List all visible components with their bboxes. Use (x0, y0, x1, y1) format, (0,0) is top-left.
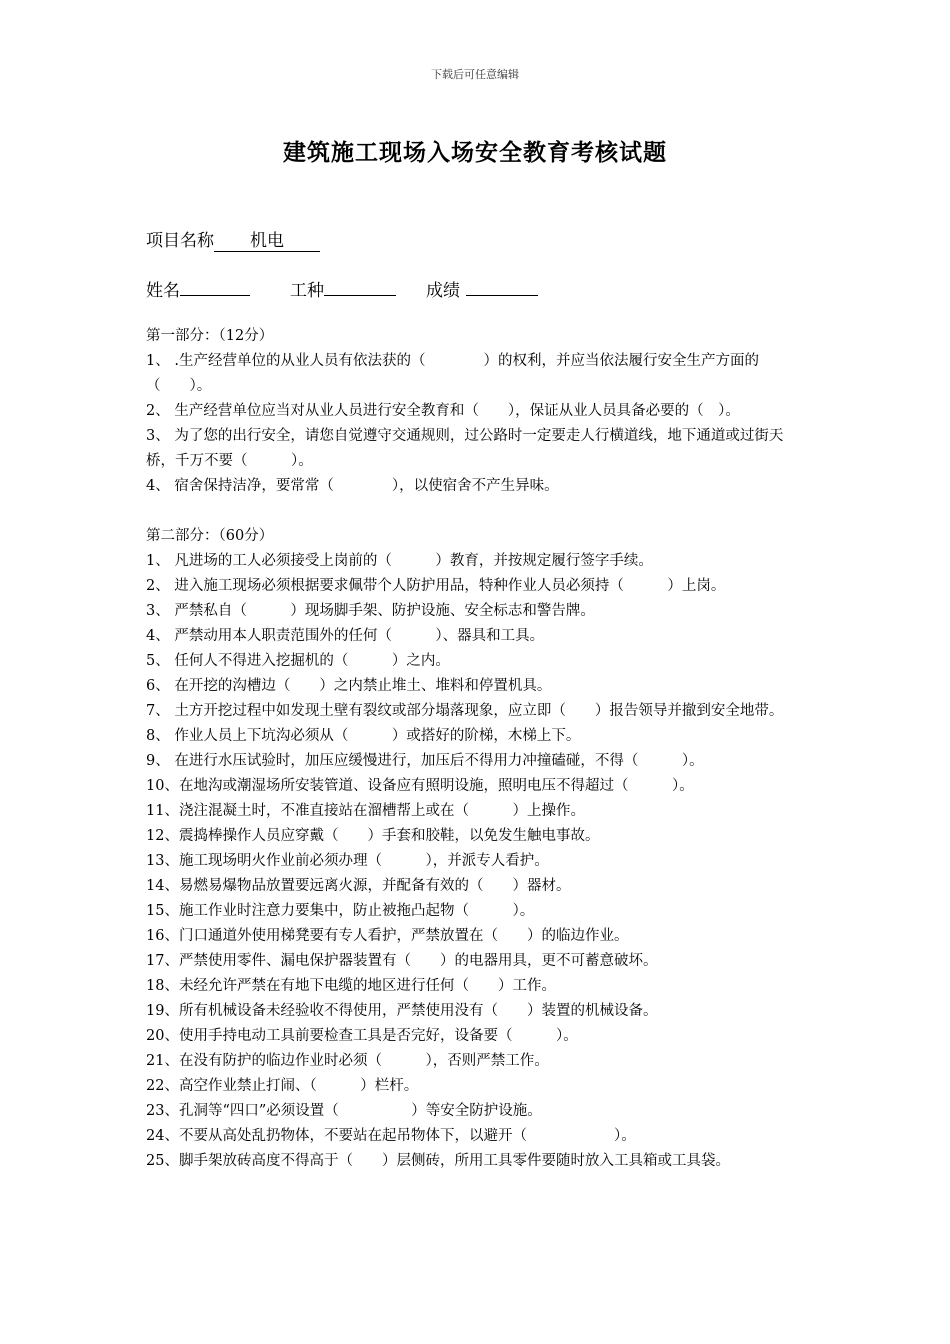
part1-heading: 第一部分：（12分） (146, 328, 274, 344)
question-item: 1、 凡进场的工人必须接受上岗前的（ ）教育，并按规定履行签字手续。 (146, 553, 653, 569)
part2-heading: 第二部分：（60分） (146, 528, 274, 544)
question-item: 21、在没有防护的临边作业时必须（ ），否则严禁工作。 (146, 1053, 549, 1069)
question-item: 12、震捣棒操作人员应穿戴（ ）手套和胶鞋，以免发生触电事故。 (146, 828, 600, 844)
question-item: 23、孔洞等“四口”必须设置（ ）等安全防护设施。 (146, 1103, 542, 1119)
question-item: 17、严禁使用零件、漏电保护器装置有（ ）的电器用具，更不可蓄意破坏。 (146, 953, 658, 969)
question-item: 2、 生产经营单位应当对从业人员进行安全教育和（ ），保证从业人员具备必要的（ ）。 (146, 403, 740, 419)
question-item: 20、使用手持电动工具前要检查工具是否完好，设备要（ ）。 (146, 1028, 578, 1044)
question-item: 3、 为了您的出行安全，请您自觉遵守交通规则，过公路时一定要走人行横道线，地下通道或过街天桥，千万不要（ ）。 (146, 428, 784, 469)
page-title: 建筑施工现场入场安全教育考核试题 (283, 139, 667, 166)
question-item: 10、在地沟或潮湿场所安装管道、设备应有照明设施，照明电压不得超过（ ）。 (146, 778, 694, 794)
question-item: 14、易燃易爆物品放置要远离火源，并配备有效的（ ）器材。 (146, 878, 571, 894)
project-value: 机电 (214, 231, 320, 252)
score-label: 成绩 (426, 281, 460, 301)
candidate-line (146, 276, 538, 301)
trade-blank (324, 295, 396, 296)
question-item: 6、 在开挖的沟槽边（ ）之内禁止堆土、堆料和停置机具。 (146, 678, 552, 694)
question-item: 1、 .生产经营单位的从业人员有依法获的（ ）的权利，并应当依法履行安全生产方面的（ ）。 (146, 353, 759, 394)
question-item: 24、不要从高处乱扔物体，不要站在起吊物体下，以避开（ ）。 (146, 1128, 636, 1144)
question-item: 22、高空作业禁止打闹、（ ）栏杆。 (146, 1078, 419, 1094)
question-item: 4、 严禁动用本人职责范围外的任何（ ）、器具和工具。 (146, 628, 545, 644)
question-item: 13、施工现场明火作业前必须办理（ ），并派专人看护。 (146, 853, 549, 869)
question-item: 5、 任何人不得进入挖掘机的（ ）之内。 (146, 653, 450, 669)
question-item: 11、浇注混凝土时，不准直接站在溜槽帮上或在（ ）上操作。 (146, 803, 585, 819)
project-label: 项目名称 (146, 231, 214, 251)
header-note: 下载后可任意编辑 (431, 68, 519, 81)
part1-questions (146, 349, 810, 499)
question-item: 16、门口通道外使用梯凳要有专人看护，严禁放置在（ ）的临边作业。 (146, 928, 629, 944)
question-item: 4、 宿舍保持洁净，要常常（ ），以使宿舍不产生异味。 (146, 478, 559, 494)
name-blank (180, 295, 250, 296)
question-item: 25、脚手架放砖高度不得高于（ ）层侧砖，所用工具零件要随时放入工具箱或工具袋。 (146, 1153, 730, 1169)
exam-content (146, 324, 810, 1174)
project-line (146, 226, 320, 252)
question-item: 7、 土方开挖过程中如发现土壁有裂纹或部分塌落现象，应立即（ ）报告领导并撤到安全地带。 (146, 703, 784, 719)
question-item: 15、施工作业时注意力要集中，防止被拖凸起物（ ）。 (146, 903, 535, 919)
question-item: 18、未经允许严禁在有地下电缆的地区进行任何（ ）工作。 (146, 978, 556, 994)
name-label: 姓名 (146, 281, 180, 301)
question-item: 2、 进入施工现场必须根据要求佩带个人防护用品，特种作业人员必须持（ ）上岗。 (146, 578, 726, 594)
question-item: 3、 严禁私自（ ）现场脚手架、防护设施、安全标志和警告牌。 (146, 603, 595, 619)
part2-questions (146, 549, 810, 1174)
score-blank (466, 295, 538, 296)
question-item: 19、所有机械设备未经验收不得使用，严禁使用没有（ ）装置的机械设备。 (146, 1003, 658, 1019)
trade-label: 工种 (290, 281, 324, 301)
question-item: 9、 在进行水压试验时，加压应缓慢进行，加压后不得用力冲撞磕碰，不得（ ）。 (146, 753, 704, 769)
question-item: 8、 作业人员上下坑沟必须从（ ）或搭好的阶梯，木梯上下。 (146, 728, 581, 744)
